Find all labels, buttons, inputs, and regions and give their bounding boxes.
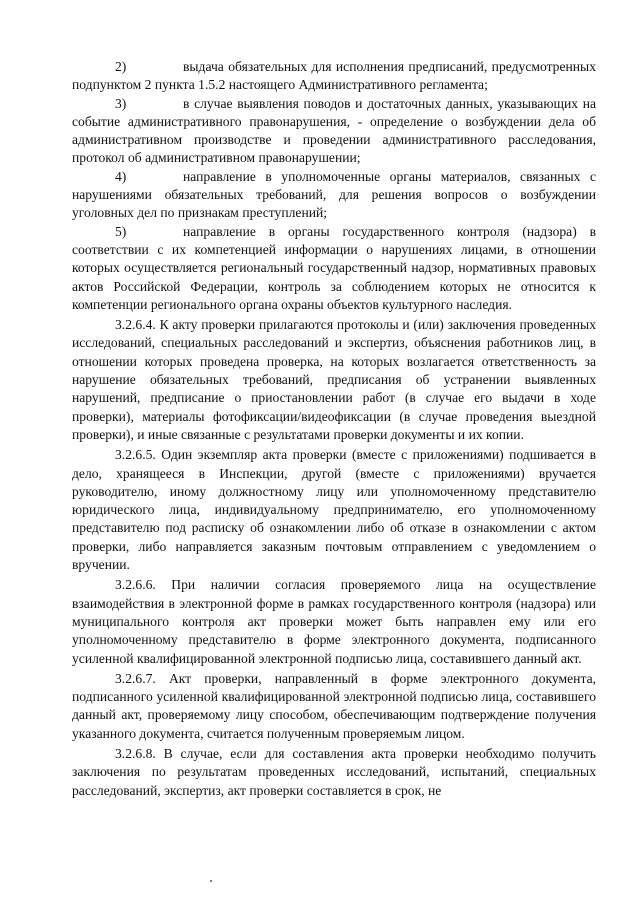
list-text: выдача обязательных для исполнения предписаний, предусмотренных подпунктом 2 пункта 1.5.2 настоящего Административного регламента; <box>72 59 596 93</box>
list-number: 3) <box>115 95 127 111</box>
list-item-2 <box>72 58 596 95</box>
list-item-4 <box>72 168 596 223</box>
list-item-5 <box>72 223 596 314</box>
list-number: 4) <box>115 168 127 184</box>
section-3-2-6-4: 3.2.6.4. К акту проверки прилагаются протоколы и (или) заключения проведенных исследований, специальных расследований и экспертиз, объяснения работников лиц, в отношении которых проведена проверка, на которых возлагается ответственность за нарушение обязательных требований, предписания об устранении выявленных нарушений, предписание о приостановлении работ (в случае его выдачи в ходе проверки), материалы фотофиксации/видеофиксации (в случае проведения выездной проверки), и иные связанные с результатами проверки документы и их копии. <box>72 317 596 442</box>
list-item-3 <box>72 95 596 168</box>
section-3-2-6-5: 3.2.6.5. Один экземпляр акта проверки (вместе с приложениями) подшивается в дело, хранящееся в Инспекции, другой (вместе с приложениями) вручается руководителю, иному должностному лицу или уполномоченному представителю юридического лица, индивидуальному предпринимателю, его уполномоченному представителю под расписку об ознакомлении либо об отказе в ознакомлении с актом проверки, либо направляется заказным почтовым отправлением с уведомлением о вручении. <box>72 447 596 573</box>
scan-speck <box>210 880 212 882</box>
list-number: 2) <box>115 59 127 74</box>
document-page <box>72 58 596 800</box>
list-text: направление в органы государственного контроля (надзора) в соответствии с их компетенцией информации о нарушениях лицами, в отношении которых осуществляется региональный государственный надзор, нормативных правовых актов Российской Федерации, контроль за соблюдением которых не относится к компетенции регионального органа охраны объектов культурного наследия. <box>72 223 596 312</box>
section-3-2-6-8: 3.2.6.8. В случае, если для составления акта проверки необходимо получить заключения по результатам проведенных исследований, испытаний, специальных расследований, экспертиз, акт проверки составляется в срок, не <box>72 745 596 798</box>
section-3-2-6-6: 3.2.6.6. При наличии согласия проверяемого лица на осуществление взаимодействия в электронной форме в рамках государственного контроля (надзора) или муниципального контроля акт проверки может быть направлен ему или его уполномоченному представителю в форме электронного документа, подписанного усиленной квалифицированной электронной подписью лица, составившего данный акт. <box>72 577 596 666</box>
list-text: направление в уполномоченные органы материалов, связанных с нарушениями обязательных требований, для решения вопросов о возбуждении уголовных дел по признакам преступлений; <box>72 168 596 221</box>
list-number: 5) <box>115 223 127 239</box>
section-3-2-6-7: 3.2.6.7. Акт проверки, направленный в форме электронного документа, подписанного усиленной квалифицированной электронной подписью лица, составившего данный акт, проверяемому лицу способом, обеспечивающим подтверждение получения указанного документа, считается полученным проверяемым лицом. <box>72 670 596 741</box>
list-text: в случае выявления поводов и достаточных данных, указывающих на событие административного правонарушения, - определение о возбуждении дела об административном производстве и проведении административного расследования, протокол об административном правонарушении; <box>72 95 596 166</box>
